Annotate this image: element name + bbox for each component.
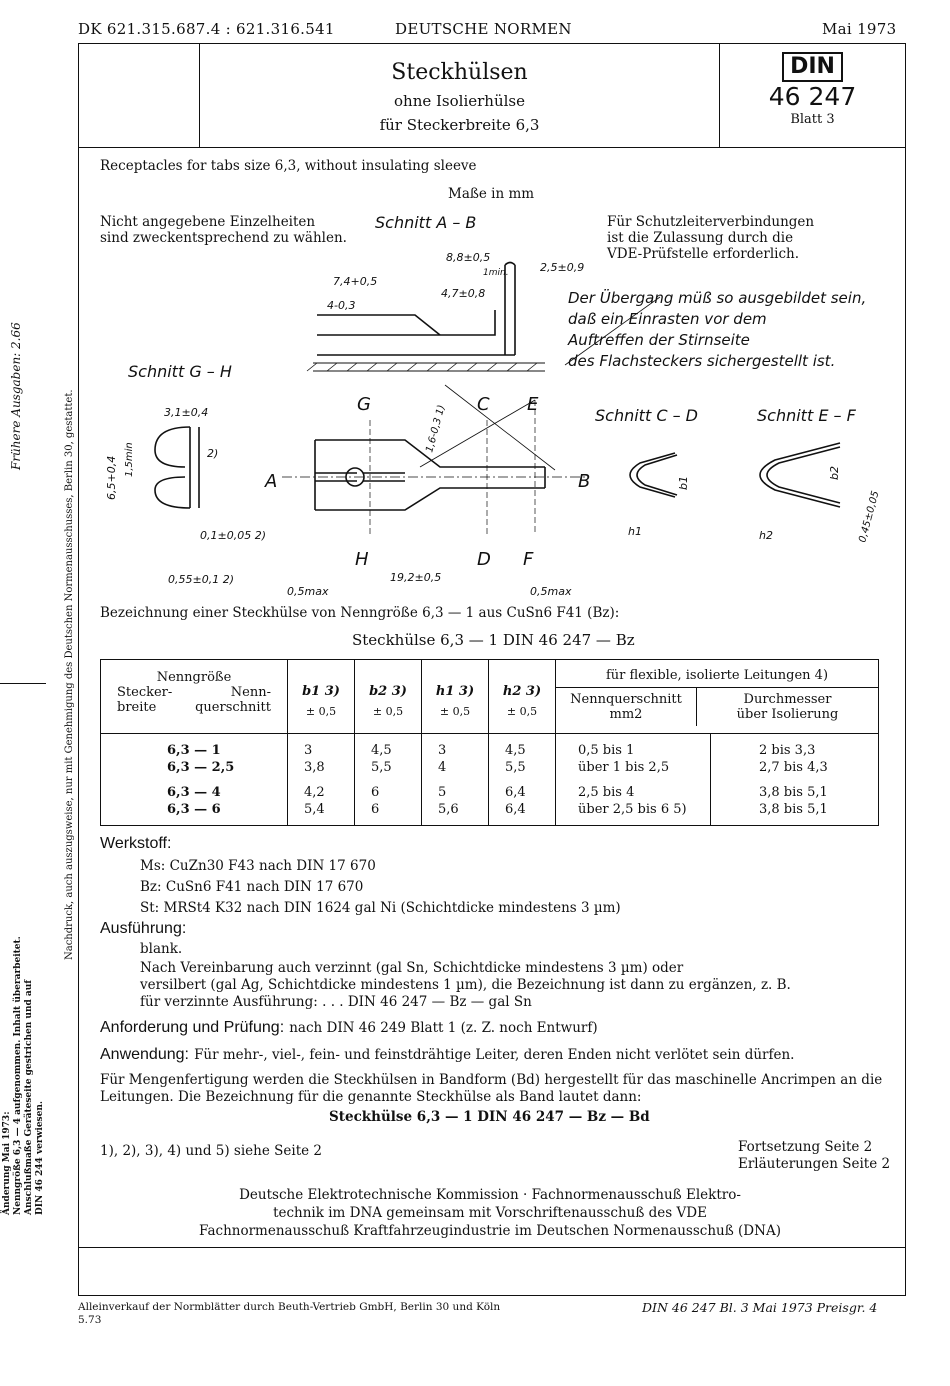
werkstoff-list: Ms: CuZn30 F43 nach DIN 17 670 Bz: CuSn6 F41 nach DIN 17 670 St: MRSt4 K32 nach DIN 1624 gal Ni (Schichtdicke mindestens 3 µm) [140,858,621,916]
dim-05max-right: 0,5max [530,585,572,598]
dim-31: 3,1±0,4 [164,406,209,419]
reprint-note: Nachdruck, auch auszugsweise, nur mit Genehmigung des Deutschen Normenausschusses, Berlin 30, gestattet. [64,389,75,960]
continuation: Fortsetzung Seite 2 Erläuterungen Seite 2 [738,1139,891,1172]
din-box [720,52,905,127]
dim-192: 19,2±0,5 [390,571,442,584]
doc-subtitle-1: ohne Isolierhülse [394,92,525,110]
committee: Deutsche Elektrotechnische Kommission · Fachnormenausschuß Elektro- technik im DNA gemeinsam mit Vorschriftenausschuß des VDE Fachnormenausschuß Kraftfahrzeugindustrie im Deutschen Normenausschuß (DNA) [199,1187,781,1239]
din-logo: DIN [782,52,843,82]
distribution-note: Alleinverkauf der Normblätter durch Beuth-Vertrieb GmbH, Berlin 30 und Köln 5.73 [78,1301,501,1326]
dim-h2: h2 [759,529,773,542]
note-left: Nicht angegebene Einzelheiten sind zweckentsprechend zu wählen. [100,214,347,246]
technical-drawing [95,205,895,605]
dim-88: 8,8±0,5 [446,251,491,264]
dim-01: 0,1±0,05 2) [200,529,266,542]
section-gh-label: Schnitt G – H [128,362,232,381]
dim-1min: 1min. [483,268,509,278]
doc-subtitle-2: für Steckerbreite 6,3 [379,116,540,134]
din-sheet: Blatt 3 [790,112,835,127]
issue-date: Mai 1973 [822,20,897,38]
dim-05max-left: 0,5max [287,585,329,598]
label-e: E [527,394,539,415]
dim-h1: h1 [628,525,642,538]
dim-b1: b1 [677,476,690,490]
dim-47: 4,7±0,8 [441,287,486,300]
dim-65: 6,5+0,4 [105,455,118,500]
anforderung: Anforderung und Prüfung: nach DIN 46 249 Blatt 1 (z. Z. noch Entwurf) [100,1019,598,1036]
werkstoff-heading: Werkstoff: [100,835,172,852]
label-f: F [523,549,534,570]
designation-example: Steckhülse 6,3 — 1 DIN 46 247 — Bz [352,631,635,649]
dim-b2: b2 [828,466,841,480]
footnote-ref: 1), 2), 3), 4) und 5) siehe Seite 2 [100,1143,322,1159]
section-ab-label: Schnitt A – B [375,213,477,232]
dimensions-table: Nenngröße Stecker- Nenn- breite querschnitt b1 3) ± 0,5 b2 3) ± 0,5 h1 3) ± 0,5 h2 3) ± 0,5 für flexible, isolierte Leitungen 4) Nennquerschnitt mm2 Durchmesser über Isolierung 6,3 — 1 6,3 — 2,5 6,3 — 4 6,3 — 6 3 3,8 4,2 5,4 4,5 5,5 6 6 3 4 5 5,6 4,5 5,5 6,4 6,4 0,5 bis 1 über 1 bis 2,5 2,5 bis 4 über 2,5 bis 6 5) 2 bis 3,3 2,7 bis 4,3 3,8 bis 5,1 3,8 bis 5,1 [100,659,879,826]
din-number: 46 247 [768,82,857,111]
sheet-reference: DIN 46 247 Bl. 3 Mai 1973 Preisgr. 4 [642,1300,878,1315]
label-c: C [477,394,490,415]
footer-divider [79,1247,905,1248]
anwendung: Anwendung: Für mehr-, viel-, fein- und feinstdrähtige Leiter, deren Enden nicht verlötet sein dürfen. [100,1046,795,1063]
dim-25: 2,5±0,9 [540,261,585,274]
section-ef-label: Schnitt E – F [757,406,856,425]
dim-note2: 2) [207,447,219,460]
ausfuehrung-text: blank. Nach Vereinbarung auch verzinnt (gal Sn, Schichtdicke mindestens 3 µm) oder versilbert (gal Ag, Schichtdicke mindestens 1 µm), die Bezeichnung ist dann zu ergänzen, z. B. für verzinnte Ausführung: . . . DIN 46 247 — Bz — gal Sn [140,941,791,1010]
label-g: G [357,394,371,415]
ausfuehrung-heading: Ausführung: [100,920,187,937]
label-b: B [578,471,591,492]
designation-text: Bezeichnung einer Steckhülse von Nenngröße 6,3 — 1 aus CuSn6 F41 (Bz): [100,605,620,621]
english-title: Receptacles for tabs size 6,3, without insulating sleeve [100,158,477,174]
dim-4: 4-0,3 [327,299,356,312]
section-cd-label: Schnitt C – D [595,406,698,425]
band-designation: Steckhülse 6,3 — 1 DIN 46 247 — Bz — Bd [329,1109,650,1125]
earlier-editions: Frühere Ausgaben: 2.66 [9,322,23,470]
dim-15min: 1,5min [124,442,135,477]
dim-74: 7,4+0,5 [333,275,378,288]
dim-055: 0,55±0,1 2) [168,573,234,586]
label-a: A [265,471,278,492]
change-note: Änderung Mai 1973: Nenngröße 6,3 — 4 aufgenommen. Inhalt überarbeitet. Anschlußmaße Geräteseite gestrichen und auf DIN 46 244 verwiesen. [2,936,45,1215]
series-title: DEUTSCHE NORMEN [395,20,572,38]
dim-045: 0,45±0,05 [857,489,882,544]
section-gh-profile [155,427,190,508]
dk-number: DK 621.315.687.4 : 621.316.541 [78,20,335,38]
mengenfertigung: Für Mengenfertigung werden die Steckhülsen in Bandform (Bd) hergestellt für das maschinelle Ancrimpen an die Leitungen. Die Bezeichnung für die genannte Steckhülse als Band lautet dann: [100,1072,883,1105]
dim-16: 1,6-0,3 1) [424,403,448,454]
label-d: D [477,549,491,570]
title-block [79,44,905,148]
margin-rule [0,683,46,684]
transition-note: Der Übergang müß so ausgebildet sein, daß ein Einrasten vor dem Auftreffen der Stirnseite des Flachsteckers sichergestellt ist. [568,289,867,370]
doc-title: Steckhülsen [391,60,528,85]
note-right: Für Schutzleiterverbindungen ist die Zulassung durch die VDE-Prüfstelle erforderlich. [607,214,815,262]
label-h: H [355,549,369,570]
units-note: Maße in mm [448,186,535,202]
